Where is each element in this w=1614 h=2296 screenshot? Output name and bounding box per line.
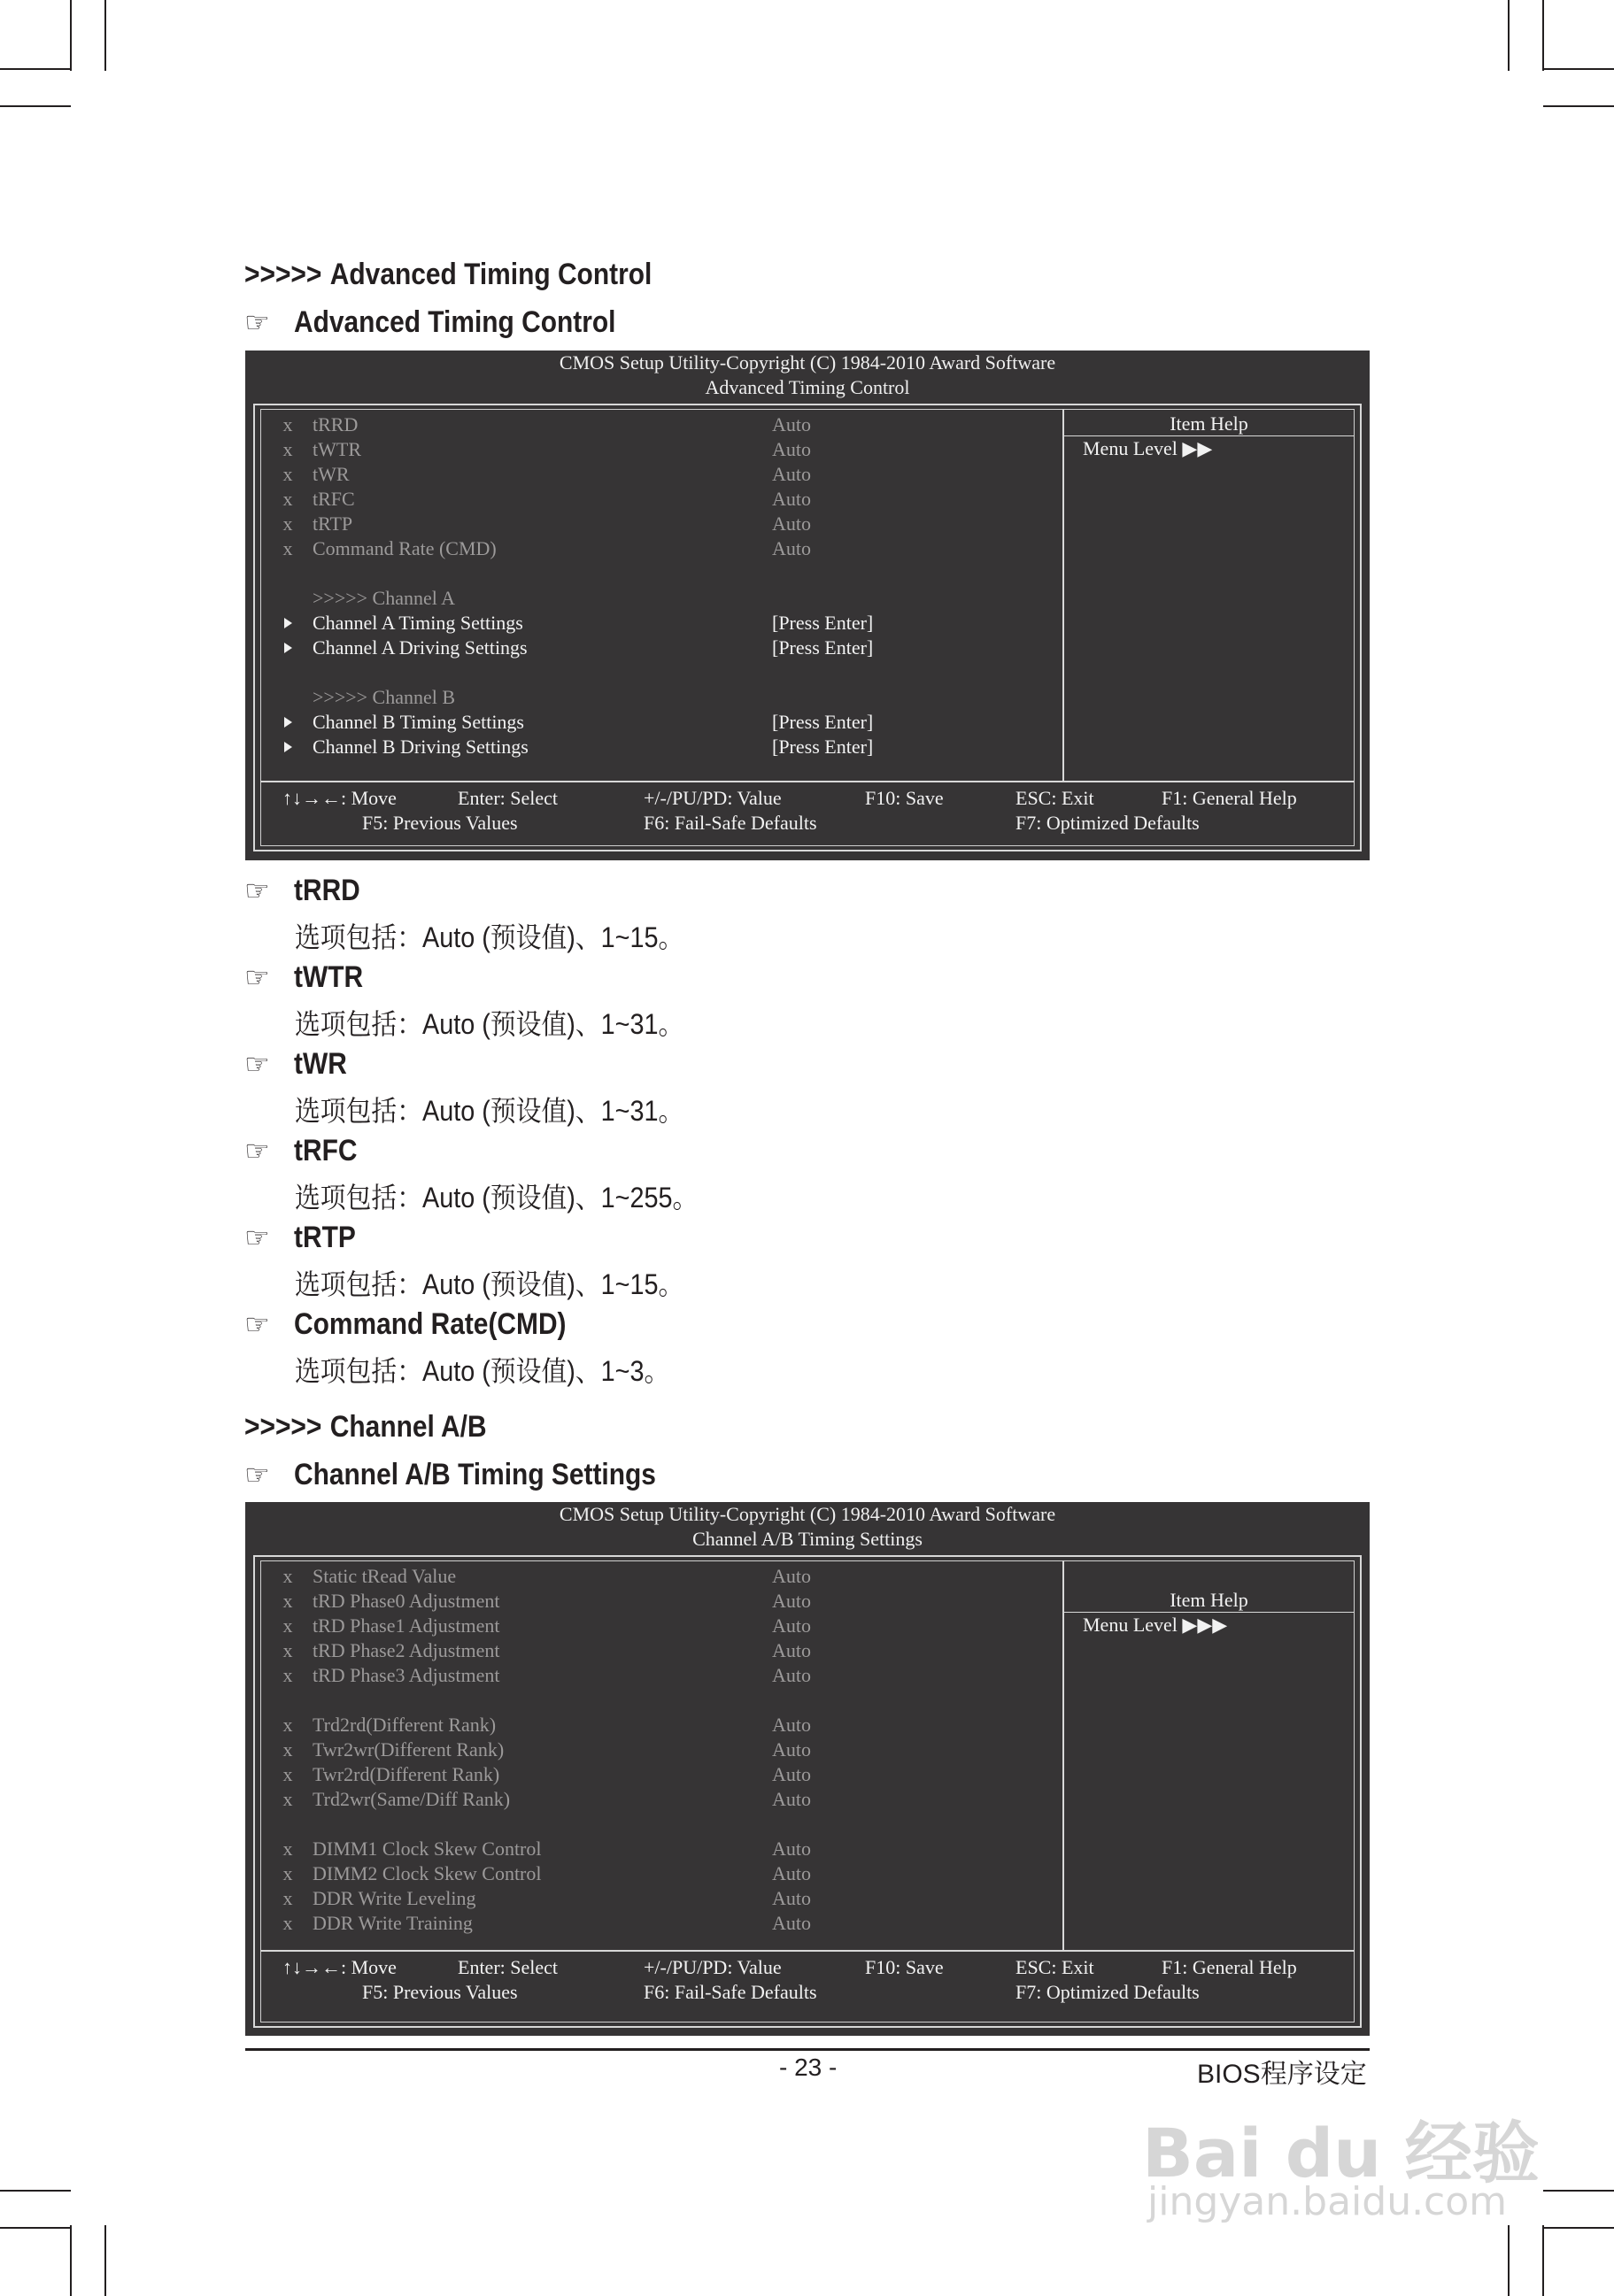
disabled-mark: x (282, 512, 293, 535)
option-title (244, 1306, 603, 1342)
crop-mark (0, 2190, 71, 2192)
key-save: F10: Save (865, 787, 944, 809)
key-previous: F5: Previous Values (362, 1981, 518, 2003)
bios-row[interactable] (245, 710, 1060, 735)
item-help-title: Item Help (1170, 1589, 1248, 1611)
bios-item-value: Auto (772, 512, 811, 535)
bios-item-value: Auto (772, 413, 811, 435)
subsection-title (244, 1457, 706, 1492)
bios-help-underline (1064, 435, 1354, 436)
key-move: ↑↓→←: Move (282, 1956, 397, 1978)
disabled-mark: x (282, 1788, 293, 1810)
option-description (295, 920, 727, 955)
crop-mark (70, 0, 72, 71)
disabled-mark: x (282, 1763, 293, 1785)
option-description (295, 1093, 727, 1129)
pointing-hand-icon: ☞ (244, 1048, 270, 1080)
bios-row (245, 1663, 1060, 1688)
key-optimized: F7: Optimized Defaults (1016, 812, 1200, 834)
disabled-mark: x (282, 1565, 293, 1587)
submenu-arrow-icon (284, 618, 292, 628)
pointing-hand-icon: ☞ (244, 1221, 270, 1253)
bios-title-line1: CMOS Setup Utility-Copyright (C) 1984-2010 Award Software (559, 351, 1056, 374)
crop-mark (1508, 0, 1510, 71)
bios-row (245, 487, 1060, 512)
bios-item-label: tWTR (313, 438, 361, 460)
section-heading (244, 1409, 487, 1445)
bios-row (245, 660, 1060, 685)
key-save: F10: Save (865, 1956, 944, 1978)
option-title (244, 959, 373, 995)
bios-item-value[interactable]: [Press Enter] (772, 711, 874, 733)
option-name: tWR (294, 1047, 347, 1081)
footer-section-name: BIOS程序设定 (1197, 2060, 1367, 2089)
option-description (295, 1006, 727, 1042)
option-description-text: 选项包括：Auto (预设值)、1~3。 (295, 1355, 670, 1387)
bios-item-label: >>>>> Channel A (313, 587, 456, 609)
bios-row (245, 1589, 1060, 1614)
menu-level: Menu Level ▶▶ (1083, 437, 1213, 459)
bios-item-value: Auto (772, 1714, 811, 1736)
key-previous: F5: Previous Values (362, 812, 518, 834)
section-heading (244, 257, 652, 292)
subsection-title-text: Channel A/B Timing Settings (294, 1458, 656, 1491)
bios-item-value: Auto (772, 488, 811, 510)
key-value: +/-/PU/PD: Value (644, 787, 782, 809)
bios-item-value: Auto (772, 1862, 811, 1884)
bios-item-label: Channel B Timing Settings (313, 711, 524, 733)
option-title (244, 1046, 354, 1082)
option-description (295, 1267, 727, 1302)
bios-item-value[interactable]: [Press Enter] (772, 612, 874, 634)
pointing-hand-icon: ☞ (244, 874, 270, 906)
bios-item-label: tRRD (313, 413, 359, 435)
bios-item-value: Auto (772, 463, 811, 485)
disabled-mark: x (282, 488, 293, 510)
bios-row (245, 437, 1060, 462)
bios-item-value: Auto (772, 1838, 811, 1860)
heading-arrows: >>>>> (244, 258, 322, 291)
option-name: tRFC (294, 1134, 358, 1167)
submenu-arrow-icon (284, 742, 292, 752)
bios-row (245, 561, 1060, 586)
disabled-mark: x (282, 1714, 293, 1736)
bios-title-line1: CMOS Setup Utility-Copyright (C) 1984-2010 Award Software (559, 1503, 1056, 1525)
disabled-mark: x (282, 1862, 293, 1884)
key-exit: ESC: Exit (1016, 787, 1094, 809)
bios-item-label: Command Rate (CMD) (313, 537, 497, 559)
disabled-mark: x (282, 1639, 293, 1661)
bios-screen-advanced-timing (245, 351, 1370, 860)
crop-mark (1543, 105, 1614, 107)
bios-item-label: >>>>> Channel B (313, 686, 456, 708)
submenu-arrow-icon (284, 717, 292, 728)
option-title (244, 1220, 364, 1255)
crop-mark (104, 2225, 106, 2296)
option-description-text: 选项包括：Auto (预设值)、1~15。 (295, 1268, 684, 1300)
watermark-url: jingyan.baidu.com (1147, 2179, 1508, 2224)
bios-item-label: Trd2rd(Different Rank) (313, 1714, 497, 1736)
option-description-text: 选项包括：Auto (预设值)、1~31。 (295, 1008, 684, 1040)
crop-mark (104, 0, 106, 71)
bios-row (245, 462, 1060, 487)
heading-text: Channel A/B (329, 1410, 487, 1444)
bios-item-label: DIMM2 Clock Skew Control (313, 1862, 542, 1884)
footer-rule (245, 2048, 1370, 2051)
bios-item-value: Auto (772, 1639, 811, 1661)
key-failsafe: F6: Fail-Safe Defaults (644, 1981, 817, 2003)
disabled-mark: x (282, 537, 293, 559)
pointing-hand-icon: ☞ (244, 1135, 270, 1167)
option-name: tRRD (294, 874, 360, 907)
bios-item-label: tRD Phase2 Adjustment (313, 1639, 500, 1661)
bios-item-label: DDR Write Leveling (313, 1887, 476, 1909)
crop-mark (0, 2227, 71, 2229)
disabled-mark: x (282, 463, 293, 485)
bios-item-label: Twr2rd(Different Rank) (313, 1763, 500, 1785)
bios-item-value: Auto (772, 1565, 811, 1587)
bios-help-divider (1062, 1560, 1064, 1950)
disabled-mark: x (282, 1738, 293, 1761)
crop-mark (1543, 2190, 1614, 2192)
crop-mark (1542, 0, 1544, 71)
heading-text: Advanced Timing Control (329, 258, 653, 291)
key-exit: ESC: Exit (1016, 1956, 1094, 1978)
bios-row[interactable] (245, 611, 1060, 636)
bios-item-label: tRD Phase0 Adjustment (313, 1590, 500, 1612)
option-description (295, 1353, 711, 1389)
bios-row (245, 1762, 1060, 1787)
key-failsafe: F6: Fail-Safe Defaults (644, 812, 817, 834)
bios-item-label: tRD Phase3 Adjustment (313, 1664, 500, 1686)
disabled-mark: x (282, 1887, 293, 1909)
bios-item-label: Twr2wr(Different Rank) (313, 1738, 505, 1761)
option-name: Command Rate(CMD) (294, 1307, 567, 1341)
bios-item-value: Auto (772, 1887, 811, 1909)
bios-item-value: Auto (772, 1664, 811, 1686)
bios-row (245, 685, 1060, 710)
bios-divider (260, 781, 1355, 782)
bios-row (245, 512, 1060, 536)
bios-item-label: Channel A Driving Settings (313, 636, 528, 659)
bios-item-value: Auto (772, 1788, 811, 1810)
crop-mark (1543, 68, 1614, 70)
crop-mark (1542, 2225, 1544, 2296)
bios-item-value: Auto (772, 1763, 811, 1785)
crop-mark (0, 68, 71, 70)
bios-row (245, 1911, 1060, 1936)
key-help: F1: General Help (1162, 1956, 1297, 1978)
disabled-mark: x (282, 1590, 293, 1612)
key-select: Enter: Select (458, 787, 559, 809)
bios-row (245, 536, 1060, 561)
bios-row (245, 1886, 1060, 1911)
bios-row (245, 1614, 1060, 1638)
bios-row (245, 1812, 1060, 1837)
disabled-mark: x (282, 413, 293, 435)
key-optimized: F7: Optimized Defaults (1016, 1981, 1200, 2003)
bios-row[interactable] (245, 636, 1060, 660)
bios-row (245, 1861, 1060, 1886)
bios-row (245, 1638, 1060, 1663)
crop-mark (1508, 2225, 1510, 2296)
option-description-text: 选项包括：Auto (预设值)、1~255。 (295, 1182, 699, 1213)
crop-mark (1543, 2227, 1614, 2229)
option-title (244, 873, 369, 908)
disabled-mark: x (282, 1614, 293, 1637)
bios-item-label: tWR (313, 463, 350, 485)
submenu-arrow-icon (284, 643, 292, 653)
bios-item-label: Channel B Driving Settings (313, 736, 529, 758)
disabled-mark: x (282, 1912, 293, 1934)
pointing-hand-icon: ☞ (244, 961, 270, 993)
bios-item-label: Channel A Timing Settings (313, 612, 523, 634)
option-name: tWTR (294, 960, 364, 994)
bios-item-value: Auto (772, 1738, 811, 1761)
bios-row (245, 1713, 1060, 1737)
subsection-title-text: Advanced Timing Control (294, 305, 616, 339)
bios-item-label: Trd2wr(Same/Diff Rank) (313, 1788, 511, 1810)
bios-row (245, 1737, 1060, 1762)
crop-mark (0, 105, 71, 107)
pointing-hand-icon: ☞ (244, 306, 270, 338)
bios-title-line2: Channel A/B Timing Settings (692, 1528, 923, 1550)
bios-row (245, 586, 1060, 611)
pointing-hand-icon: ☞ (244, 1459, 270, 1491)
option-title (244, 1133, 366, 1168)
bios-item-label: DDR Write Training (313, 1912, 473, 1934)
bios-help-divider (1062, 409, 1064, 781)
bios-item-value: Auto (772, 1614, 811, 1637)
bios-item-label: tRTP (313, 512, 353, 535)
key-help: F1: General Help (1162, 787, 1297, 809)
key-select: Enter: Select (458, 1956, 559, 1978)
subsection-title (244, 304, 660, 340)
bios-row[interactable] (245, 735, 1060, 759)
key-value: +/-/PU/PD: Value (644, 1956, 782, 1978)
option-description (295, 1180, 743, 1215)
disabled-mark: x (282, 438, 293, 460)
bios-row (245, 1787, 1060, 1812)
option-name: tRTP (294, 1221, 356, 1254)
menu-level: Menu Level ▶▶▶ (1083, 1614, 1228, 1636)
watermark-logo: Bai du 经验 (1142, 2114, 1540, 2192)
heading-arrows: >>>>> (244, 1410, 322, 1444)
key-move: ↑↓→←: Move (282, 787, 397, 809)
bios-item-value[interactable]: [Press Enter] (772, 736, 874, 758)
bios-item-value: Auto (772, 1912, 811, 1934)
bios-item-value: Auto (772, 438, 811, 460)
crop-mark (70, 2225, 72, 2296)
bios-item-label: tRD Phase1 Adjustment (313, 1614, 500, 1637)
bios-divider (260, 1950, 1355, 1952)
bios-screen-channel-timing (245, 1502, 1370, 2036)
page-number: - 23 - (779, 2053, 838, 2081)
item-help-title: Item Help (1170, 412, 1248, 435)
option-description-text: 选项包括：Auto (预设值)、1~15。 (295, 921, 684, 953)
disabled-mark: x (282, 1838, 293, 1860)
bios-title-line2: Advanced Timing Control (705, 376, 910, 398)
disabled-mark: x (282, 1664, 293, 1686)
bios-row (245, 1564, 1060, 1589)
bios-item-label: DIMM1 Clock Skew Control (313, 1838, 542, 1860)
bios-item-value[interactable]: [Press Enter] (772, 636, 874, 659)
bios-item-label: Static tRead Value (313, 1565, 457, 1587)
bios-row (245, 1837, 1060, 1861)
option-description-text: 选项包括：Auto (预设值)、1~31。 (295, 1095, 684, 1127)
pointing-hand-icon: ☞ (244, 1308, 270, 1340)
bios-item-label: tRFC (313, 488, 355, 510)
bios-item-value: Auto (772, 1590, 811, 1612)
bios-row (245, 412, 1060, 437)
bios-help-underline (1064, 1612, 1354, 1613)
bios-row (245, 1688, 1060, 1713)
bios-item-value: Auto (772, 537, 811, 559)
